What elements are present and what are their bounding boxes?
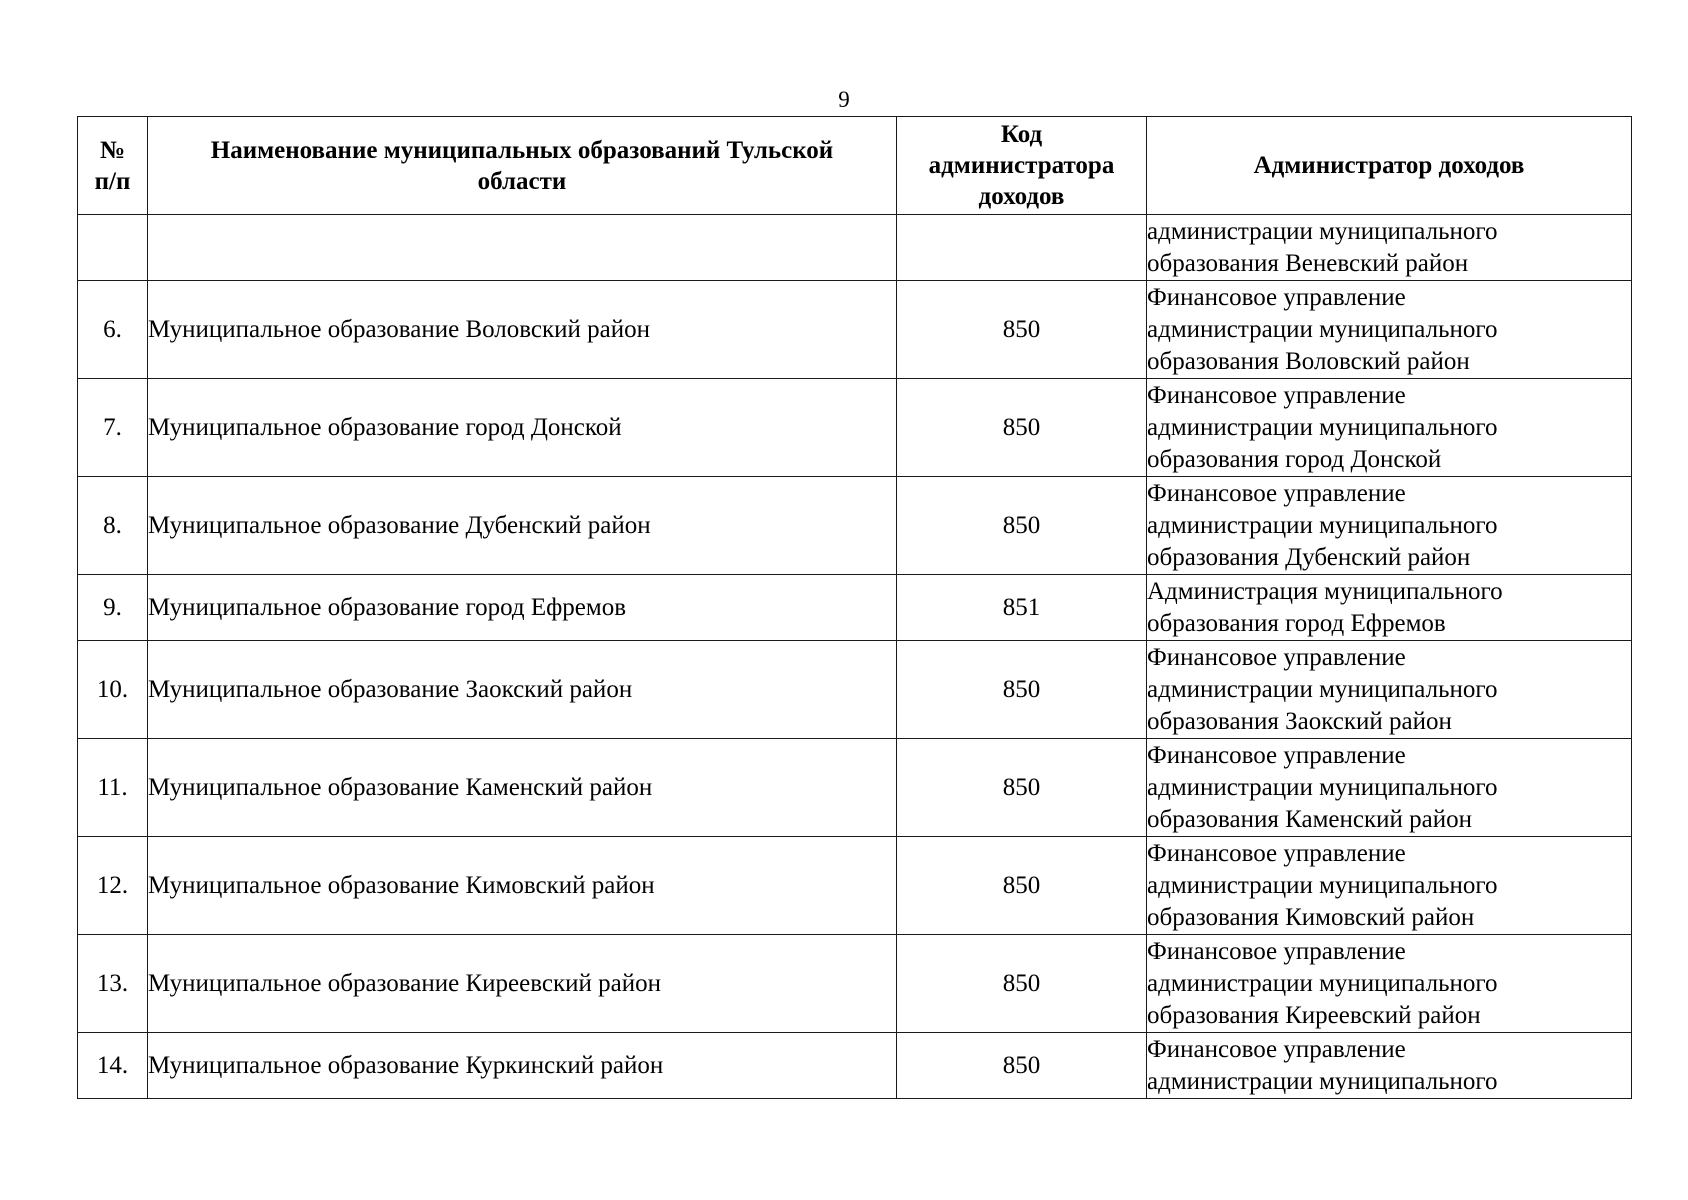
administrator-line: администрации муниципального	[1147, 217, 1498, 245]
municipality-name: Муниципальное образование Каменский район	[148, 739, 897, 837]
municipality-name: Муниципальное образование Воловский район	[148, 281, 897, 379]
revenue-administrators-table	[77, 116, 1632, 1099]
administrator-code: 851	[897, 575, 1147, 641]
municipality-name: Муниципальное образование Куркинский район	[148, 1033, 897, 1099]
administrator-line: образования Кимовский район	[1147, 903, 1475, 931]
administrator-code: 850	[897, 281, 1147, 379]
row-number: 7.	[78, 379, 148, 477]
administrator-line: Финансовое управление	[1147, 741, 1406, 769]
municipality-name: Муниципальное образование Киреевский район	[148, 935, 897, 1033]
administrator-code: 850	[897, 477, 1147, 575]
revenue-administrator	[1147, 281, 1632, 379]
row-number: 8.	[78, 477, 148, 575]
row-number: 14.	[78, 1033, 148, 1099]
administrator-line: администрации муниципального	[1147, 413, 1498, 441]
page-number: 9	[838, 87, 850, 112]
administrator-line: образования Дубенский район	[1147, 543, 1471, 571]
municipality-name: Муниципальное образование Дубенский район	[148, 477, 897, 575]
administrator-line: Финансовое управление	[1147, 839, 1406, 867]
row-number: 13.	[78, 935, 148, 1033]
administrator-line: администрации муниципального	[1147, 1067, 1498, 1095]
administrator-line: образования Воловский район	[1147, 347, 1470, 375]
header-number: № п/п	[78, 117, 148, 215]
revenue-administrator	[1147, 1033, 1632, 1099]
revenue-administrator	[1147, 575, 1632, 641]
table-header-row	[78, 117, 1632, 215]
administrator-line: Администрация муниципального	[1147, 577, 1503, 605]
administrator-code: 850	[897, 739, 1147, 837]
municipality-name: Муниципальное образование город Ефремов	[148, 575, 897, 641]
row-number: 9.	[78, 575, 148, 641]
header-administrator-code: Код администратора доходов	[897, 117, 1147, 215]
revenue-administrator	[1147, 837, 1632, 935]
revenue-administrator	[1147, 215, 1632, 281]
table-row	[78, 1033, 1632, 1099]
row-number: 11.	[78, 739, 148, 837]
table-row	[78, 281, 1632, 379]
municipality-name: Муниципальное образование Кимовский район	[148, 837, 897, 935]
administrator-line: образования Веневский район	[1147, 249, 1469, 277]
administrator-line: администрации муниципального	[1147, 969, 1498, 997]
administrator-line: Финансовое управление	[1147, 283, 1406, 311]
administrator-line: Финансовое управление	[1147, 937, 1406, 965]
header-revenue-administrator: Администратор доходов	[1147, 117, 1632, 215]
administrator-code: 850	[897, 379, 1147, 477]
table-row	[78, 837, 1632, 935]
administrator-line: образования Каменский район	[1147, 805, 1472, 833]
table-row	[78, 935, 1632, 1033]
administrator-code: 850	[897, 1033, 1147, 1099]
municipality-name	[148, 215, 897, 281]
administrator-line: администрации муниципального	[1147, 511, 1498, 539]
administrator-code: 850	[897, 935, 1147, 1033]
municipality-name: Муниципальное образование Заокский район	[148, 641, 897, 739]
row-number: 12.	[78, 837, 148, 935]
administrator-line: образования город Ефремов	[1147, 609, 1446, 637]
revenue-administrator	[1147, 935, 1632, 1033]
table-row	[78, 477, 1632, 575]
table-body	[78, 215, 1632, 1099]
revenue-administrator	[1147, 641, 1632, 739]
administrator-line: образования город Донской	[1147, 445, 1442, 473]
administrator-line: Финансовое управление	[1147, 479, 1406, 507]
revenue-administrator	[1147, 379, 1632, 477]
administrator-line: администрации муниципального	[1147, 871, 1498, 899]
table-row	[78, 215, 1632, 281]
revenue-administrator	[1147, 477, 1632, 575]
administrator-line: Финансовое управление	[1147, 381, 1406, 409]
administrator-line: образования Киреевский район	[1147, 1001, 1481, 1029]
table-row	[78, 379, 1632, 477]
administrator-line: Финансовое управление	[1147, 643, 1406, 671]
administrator-line: Финансовое управление	[1147, 1035, 1406, 1063]
row-number	[78, 215, 148, 281]
administrator-line: администрации муниципального	[1147, 773, 1498, 801]
table-row	[78, 739, 1632, 837]
administrator-code: 850	[897, 837, 1147, 935]
revenue-administrator	[1147, 739, 1632, 837]
table-row	[78, 641, 1632, 739]
row-number: 10.	[78, 641, 148, 739]
administrator-line: администрации муниципального	[1147, 315, 1498, 343]
administrator-line: образования Заокский район	[1147, 707, 1452, 735]
municipality-name: Муниципальное образование город Донской	[148, 379, 897, 477]
administrator-code	[897, 215, 1147, 281]
table-row	[78, 575, 1632, 641]
header-municipality-name: Наименование муниципальных образований Тульской области	[148, 117, 897, 215]
administrator-line: администрации муниципального	[1147, 675, 1498, 703]
row-number: 6.	[78, 281, 148, 379]
administrator-code: 850	[897, 641, 1147, 739]
